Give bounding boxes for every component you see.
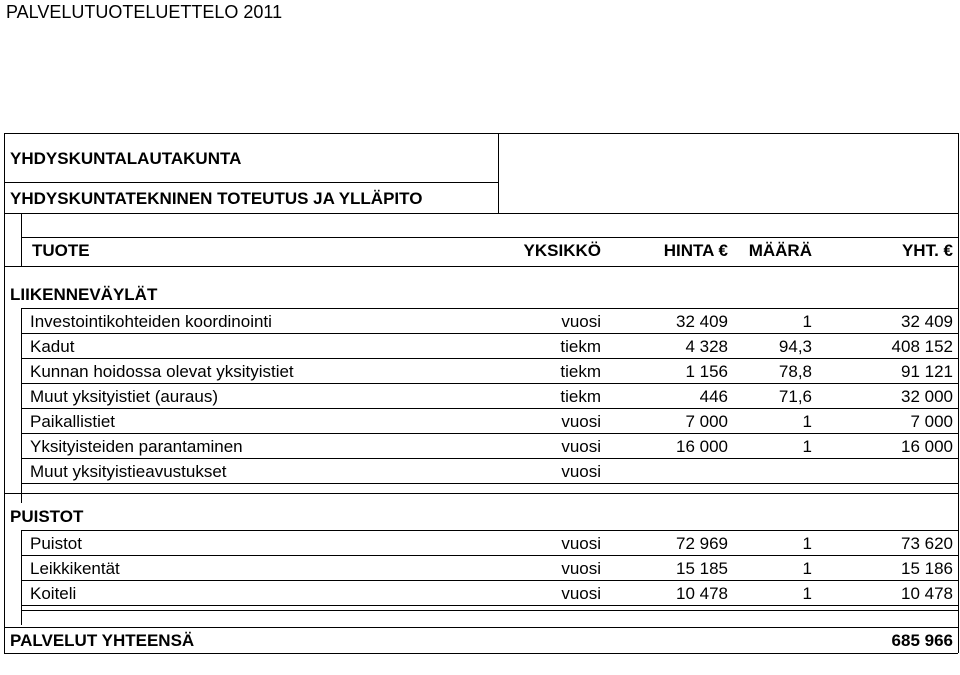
column-header-unit: YKSIKKÖ [523,241,601,260]
item-name: Paikallistiet [30,412,116,431]
item-name: Kunnan hoidossa olevat yksityistiet [30,362,294,381]
item-total: 7 000 [910,412,953,431]
indent-divider [21,308,22,503]
item-price: 7 000 [685,412,728,431]
row-divider [21,610,958,611]
grand-total-label: PALVELUT YHTEENSÄ [10,631,195,650]
section-title: LIIKENNEVÄYLÄT [10,285,158,304]
item-unit: vuosi [561,412,601,431]
row-divider [21,605,958,606]
item-total: 32 409 [901,312,953,331]
item-total: 16 000 [901,437,953,456]
item-quantity: 1 [802,412,812,431]
item-price: 446 [699,387,728,406]
column-header-product: TUOTE [32,241,90,260]
column-header-total: YHT. € [901,241,953,260]
item-name: Muut yksityistiet (auraus) [30,387,218,406]
item-name: Leikkikentät [30,559,120,578]
row-divider [4,493,958,494]
row-divider [21,530,958,531]
row-divider [21,580,958,581]
item-price: 1 156 [685,362,728,381]
row-divider [21,308,958,309]
item-price: 10 478 [676,584,728,603]
document-title: PALVELUTUOTELUETTELO 2011 [6,2,283,22]
row-divider [21,483,958,484]
item-unit: vuosi [561,312,601,331]
table-bottom-border [4,653,958,654]
item-quantity: 94,3 [778,337,812,356]
item-name: Investointikohteiden koordinointi [30,312,272,331]
row-divider [21,383,958,384]
table-right-border [958,133,959,653]
item-name: Kadut [30,337,75,356]
item-total: 15 186 [901,559,953,578]
item-total: 10 478 [901,584,953,603]
item-price: 72 969 [676,534,728,553]
item-unit: tiekm [560,362,601,381]
item-unit: tiekm [560,337,601,356]
item-unit: vuosi [561,462,601,481]
item-quantity: 78,8 [778,362,812,381]
item-total: 73 620 [901,534,953,553]
row-divider [4,266,958,267]
committee-title: YHDYSKUNTALAUTAKUNTA [10,149,242,168]
item-unit: vuosi [561,534,601,553]
item-quantity: 1 [802,437,812,456]
column-divider [21,213,22,266]
item-price: 15 185 [676,559,728,578]
row-divider [21,333,958,334]
row-divider [21,237,958,238]
item-quantity: 1 [802,312,812,331]
table-top-border [4,133,958,134]
item-unit: vuosi [561,437,601,456]
item-total: 32 000 [901,387,953,406]
item-price: 32 409 [676,312,728,331]
item-total: 408 152 [891,337,953,356]
row-divider [4,627,958,628]
column-divider [498,133,499,213]
item-quantity: 71,6 [778,387,812,406]
item-quantity: 1 [802,559,812,578]
item-total: 91 121 [901,362,953,381]
row-divider [4,213,958,214]
indent-divider [21,530,22,625]
item-name: Puistot [30,534,82,553]
item-unit: vuosi [561,559,601,578]
row-divider [21,358,958,359]
unit-title: YHDYSKUNTATEKNINEN TOTEUTUS JA YLLÄPITO [10,189,423,208]
row-divider [21,433,958,434]
item-name: Muut yksityistieavustukset [30,462,227,481]
item-unit: vuosi [561,584,601,603]
item-name: Yksityisteiden parantaminen [30,437,243,456]
item-unit: tiekm [560,387,601,406]
row-divider [21,408,958,409]
table-left-border [4,133,5,653]
item-quantity: 1 [802,534,812,553]
row-divider [21,458,958,459]
item-price: 16 000 [676,437,728,456]
row-divider [21,555,958,556]
grand-total-value: 685 966 [891,631,953,650]
section-title: PUISTOT [10,507,84,526]
item-price: 4 328 [685,337,728,356]
item-name: Koiteli [30,584,77,603]
column-header-price: HINTA € [663,241,728,260]
row-divider [4,182,498,183]
item-quantity: 1 [802,584,812,603]
column-header-quantity: MÄÄRÄ [748,241,812,260]
